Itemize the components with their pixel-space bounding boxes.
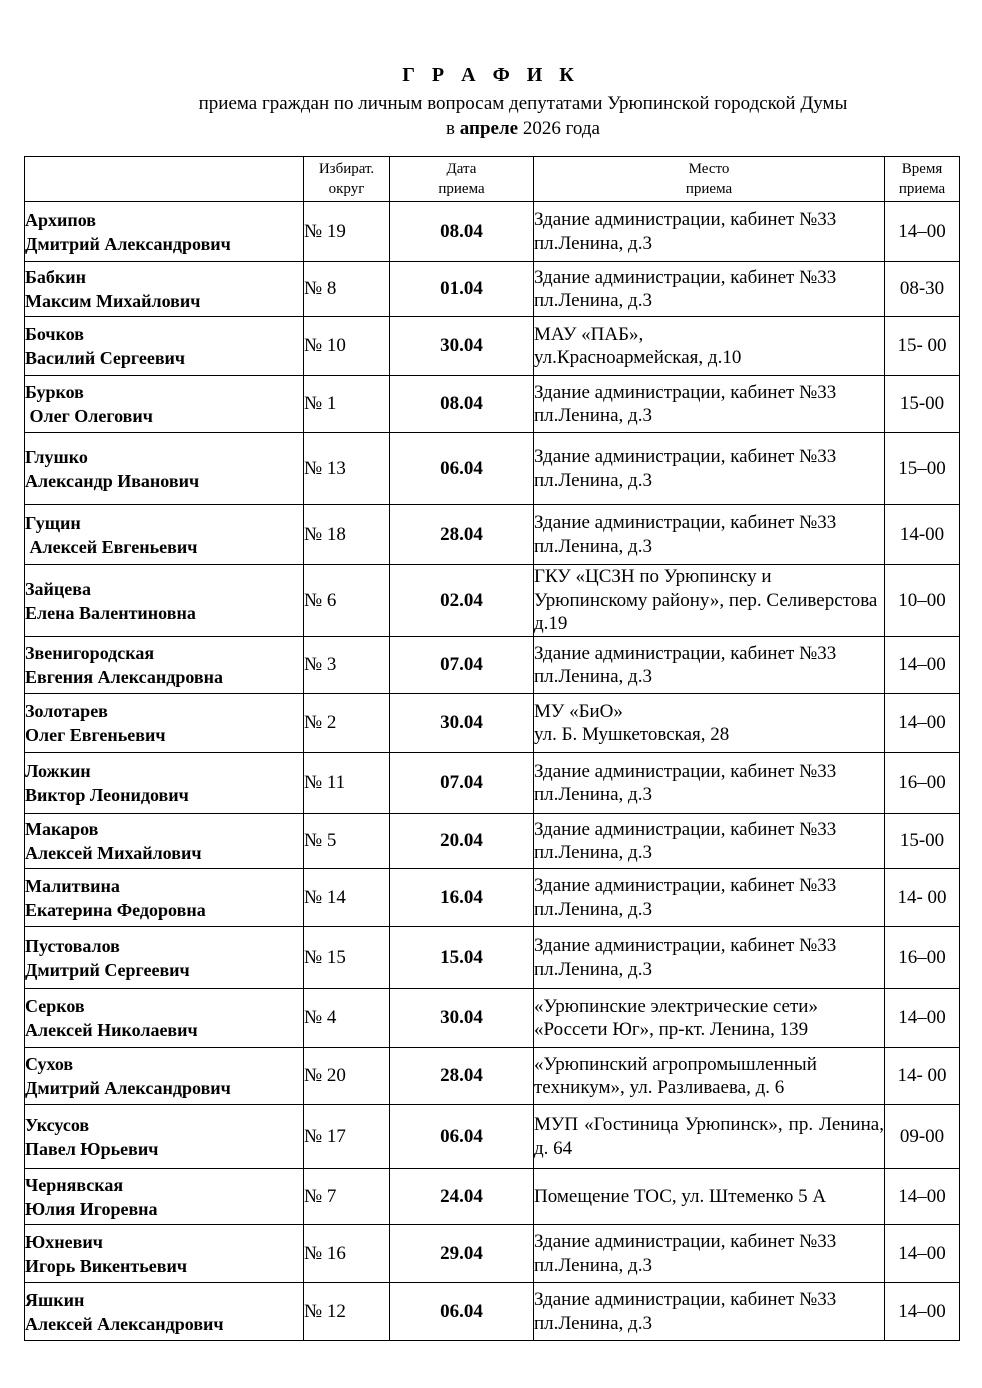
table-row <box>25 433 960 505</box>
deputy-first-names: Олег Евгеньевич <box>25 725 166 745</box>
deputy-last-name: Пустовалов <box>25 935 120 956</box>
deputy-name <box>25 1105 304 1169</box>
district-number: № 8 <box>304 262 390 317</box>
deputy-name <box>25 1169 304 1225</box>
table-row <box>25 376 960 433</box>
district-number: № 6 <box>304 565 390 637</box>
district-number: № 10 <box>304 317 390 376</box>
period-suffix: 2026 года <box>518 118 600 139</box>
reception-time: 15-00 <box>885 376 960 433</box>
reception-date: 06.04 <box>390 1105 534 1169</box>
district-number: № 7 <box>304 1169 390 1225</box>
deputy-name <box>25 814 304 869</box>
reception-place: Здание администрации, кабинет №33 пл.Ленина, д.3 <box>534 1225 885 1283</box>
deputy-name <box>25 1283 304 1341</box>
deputy-name <box>25 317 304 376</box>
reception-place: Здание администрации, кабинет №33 пл.Ленина, д.3 <box>534 637 885 694</box>
reception-time: 14–00 <box>885 637 960 694</box>
deputy-first-names: Алексей Николаевич <box>25 1020 198 1040</box>
reception-time: 14–00 <box>885 1169 960 1225</box>
reception-date: 06.04 <box>390 433 534 505</box>
district-number: № 11 <box>304 753 390 814</box>
deputy-name <box>25 202 304 262</box>
reception-time: 15–00 <box>885 433 960 505</box>
deputy-first-names: Дмитрий Александрович <box>25 1078 231 1098</box>
reception-place: Здание администрации, кабинет №33 пл.Ленина, д.3 <box>534 433 885 505</box>
deputy-name <box>25 1048 304 1105</box>
reception-date: 30.04 <box>390 317 534 376</box>
table-row <box>25 694 960 753</box>
table-row <box>25 262 960 317</box>
reception-date: 07.04 <box>390 753 534 814</box>
table-row <box>25 927 960 989</box>
deputy-name <box>25 869 304 927</box>
reception-time: 08-30 <box>885 262 960 317</box>
district-number: № 4 <box>304 989 390 1048</box>
deputy-first-names: Василий Сергеевич <box>25 348 186 368</box>
reception-date: 06.04 <box>390 1283 534 1341</box>
reception-date: 02.04 <box>390 565 534 637</box>
deputy-first-names: Павел Юрьевич <box>25 1138 159 1159</box>
deputy-last-name: Звенигородская <box>25 643 155 663</box>
district-number: № 17 <box>304 1105 390 1169</box>
district-number: № 15 <box>304 927 390 989</box>
deputy-first-names: Дмитрий Сергеевич <box>25 959 190 980</box>
deputy-name <box>25 694 304 753</box>
reception-time: 15-00 <box>885 814 960 869</box>
table-row <box>25 1048 960 1105</box>
deputy-first-names: Екатерина Федоровна <box>25 899 206 920</box>
reception-date: 30.04 <box>390 694 534 753</box>
column-header-name <box>25 157 304 202</box>
deputy-name <box>25 505 304 565</box>
deputy-last-name: Бочков <box>25 324 84 344</box>
reception-time: 09-00 <box>885 1105 960 1169</box>
deputy-first-names: Алексей Евгеньевич <box>25 536 198 557</box>
period-prefix: в <box>446 118 460 139</box>
reception-date: 15.04 <box>390 927 534 989</box>
reception-time: 14- 00 <box>885 1048 960 1105</box>
reception-place: Здание администрации, кабинет №33 пл.Ленина, д.3 <box>534 1283 885 1341</box>
deputy-last-name: Зайцева <box>25 578 91 599</box>
reception-time: 14–00 <box>885 989 960 1048</box>
document-period <box>0 117 982 141</box>
district-number: № 19 <box>304 202 390 262</box>
reception-time: 16–00 <box>885 753 960 814</box>
reception-time: 14–00 <box>885 1283 960 1341</box>
deputy-name <box>25 927 304 989</box>
column-header-place: Место приема <box>534 157 885 202</box>
deputy-first-names: Алексей Михайлович <box>25 843 202 863</box>
deputy-last-name: Малитвина <box>25 875 120 896</box>
reception-place: «Урюпинские электрические сети» «Россети Юг», пр-кт. Ленина, 139 <box>534 989 885 1048</box>
reception-place: Здание администрации, кабинет №33 пл.Ленина, д.3 <box>534 262 885 317</box>
reception-place: Здание администрации, кабинет №33 пл.Ленина, д.3 <box>534 202 885 262</box>
table-row <box>25 505 960 565</box>
column-header-date: Дата приема <box>390 157 534 202</box>
district-number: № 1 <box>304 376 390 433</box>
reception-date: 28.04 <box>390 1048 534 1105</box>
reception-place: Помещение ТОС, ул. Штеменко 5 А <box>534 1169 885 1225</box>
table-row <box>25 637 960 694</box>
reception-time: 14–00 <box>885 1225 960 1283</box>
reception-date: 30.04 <box>390 989 534 1048</box>
district-number: № 2 <box>304 694 390 753</box>
deputy-last-name: Уксусов <box>25 1114 90 1135</box>
reception-place: Здание администрации, кабинет №33 пл.Ленина, д.3 <box>534 927 885 989</box>
reception-time: 14-00 <box>885 505 960 565</box>
deputy-name <box>25 989 304 1048</box>
reception-date: 16.04 <box>390 869 534 927</box>
table-row <box>25 869 960 927</box>
reception-place: МАУ «ПАБ», ул.Красноармейская, д.10 <box>534 317 885 376</box>
reception-date: 08.04 <box>390 376 534 433</box>
table-row <box>25 753 960 814</box>
deputy-last-name: Сухов <box>25 1054 74 1074</box>
reception-place: «Урюпинский агропромышленный техникум», ул. Разливаева, д. 6 <box>534 1048 885 1105</box>
table-row <box>25 202 960 262</box>
reception-place: Здание администрации, кабинет №33 пл.Ленина, д.3 <box>534 814 885 869</box>
reception-time: 14–00 <box>885 202 960 262</box>
deputy-first-names: Максим Михайлович <box>25 291 201 311</box>
column-header-district: Избират. округ <box>304 157 390 202</box>
period-month: апреле <box>459 118 519 139</box>
deputy-first-names: Евгения Александровна <box>25 667 223 687</box>
district-number: № 3 <box>304 637 390 694</box>
deputy-first-names: Юлия Игоревна <box>25 1198 158 1219</box>
deputy-first-names: Елена Валентиновна <box>25 602 196 623</box>
table-row <box>25 989 960 1048</box>
reception-date: 08.04 <box>390 202 534 262</box>
reception-date: 24.04 <box>390 1169 534 1225</box>
reception-place: Здание администрации, кабинет №33 пл.Ленина, д.3 <box>534 869 885 927</box>
reception-date: 20.04 <box>390 814 534 869</box>
column-header-time: Время приема <box>885 157 960 202</box>
deputy-last-name: Золотарев <box>25 701 108 721</box>
reception-date: 01.04 <box>390 262 534 317</box>
table-row <box>25 1283 960 1341</box>
reception-time: 14- 00 <box>885 869 960 927</box>
reception-time: 15- 00 <box>885 317 960 376</box>
deputy-name <box>25 637 304 694</box>
district-number: № 14 <box>304 869 390 927</box>
deputy-last-name: Глушко <box>25 446 88 467</box>
reception-date: 28.04 <box>390 505 534 565</box>
table-row <box>25 317 960 376</box>
deputy-last-name: Гущин <box>25 512 81 533</box>
table-row <box>25 1225 960 1283</box>
deputy-name <box>25 262 304 317</box>
deputy-last-name: Юхневич <box>25 1231 103 1252</box>
reception-place: Здание администрации, кабинет №33 пл.Ленина, д.3 <box>534 753 885 814</box>
reception-place: Здание администрации, кабинет №33 пл.Ленина, д.3 <box>534 505 885 565</box>
deputy-last-name: Яшкин <box>25 1289 85 1310</box>
table-row <box>25 814 960 869</box>
deputy-name <box>25 433 304 505</box>
reception-date: 07.04 <box>390 637 534 694</box>
deputy-first-names: Алексей Александрович <box>25 1313 224 1334</box>
deputy-last-name: Архипов <box>25 209 97 230</box>
table-row <box>25 1169 960 1225</box>
deputy-name <box>25 376 304 433</box>
table-header-row <box>25 157 960 202</box>
reception-time: 10–00 <box>885 565 960 637</box>
reception-place: ГКУ «ЦСЗН по Урюпинску и Урюпинскому району», пер. Селиверстова д.19 <box>534 565 885 637</box>
deputy-name <box>25 753 304 814</box>
deputy-first-names: Игорь Викентьевич <box>25 1255 188 1276</box>
district-number: № 13 <box>304 433 390 505</box>
district-number: № 5 <box>304 814 390 869</box>
deputy-last-name: Макаров <box>25 819 99 839</box>
deputy-last-name: Ложкин <box>25 761 91 781</box>
deputy-first-names: Виктор Леонидович <box>25 785 189 805</box>
table-row <box>25 1105 960 1169</box>
reception-time: 14–00 <box>885 694 960 753</box>
schedule-table <box>24 156 960 1341</box>
reception-time: 16–00 <box>885 927 960 989</box>
document-title: Г Р А Ф И К <box>402 64 580 86</box>
deputy-last-name: Бурков <box>25 382 84 402</box>
document-subtitle: приема граждан по личным вопросам депутатами Урюпинской городской Думы <box>198 93 848 114</box>
reception-place: МУП «Гостиница Урюпинск», пр. Ленина, д. 64 <box>534 1105 885 1169</box>
reception-place: МУ «БиО» ул. Б. Мушкетовская, 28 <box>534 694 885 753</box>
deputy-name <box>25 1225 304 1283</box>
district-number: № 18 <box>304 505 390 565</box>
reception-place: Здание администрации, кабинет №33 пл.Ленина, д.3 <box>534 376 885 433</box>
deputy-first-names: Олег Олегович <box>25 406 153 426</box>
deputy-first-names: Александр Иванович <box>25 470 200 491</box>
district-number: № 12 <box>304 1283 390 1341</box>
deputy-first-names: Дмитрий Александрович <box>25 233 231 254</box>
district-number: № 16 <box>304 1225 390 1283</box>
table-row <box>25 565 960 637</box>
district-number: № 20 <box>304 1048 390 1105</box>
deputy-last-name: Бабкин <box>25 267 87 287</box>
deputy-last-name: Чернявская <box>25 1174 124 1195</box>
deputy-name <box>25 565 304 637</box>
deputy-last-name: Серков <box>25 996 85 1016</box>
reception-date: 29.04 <box>390 1225 534 1283</box>
